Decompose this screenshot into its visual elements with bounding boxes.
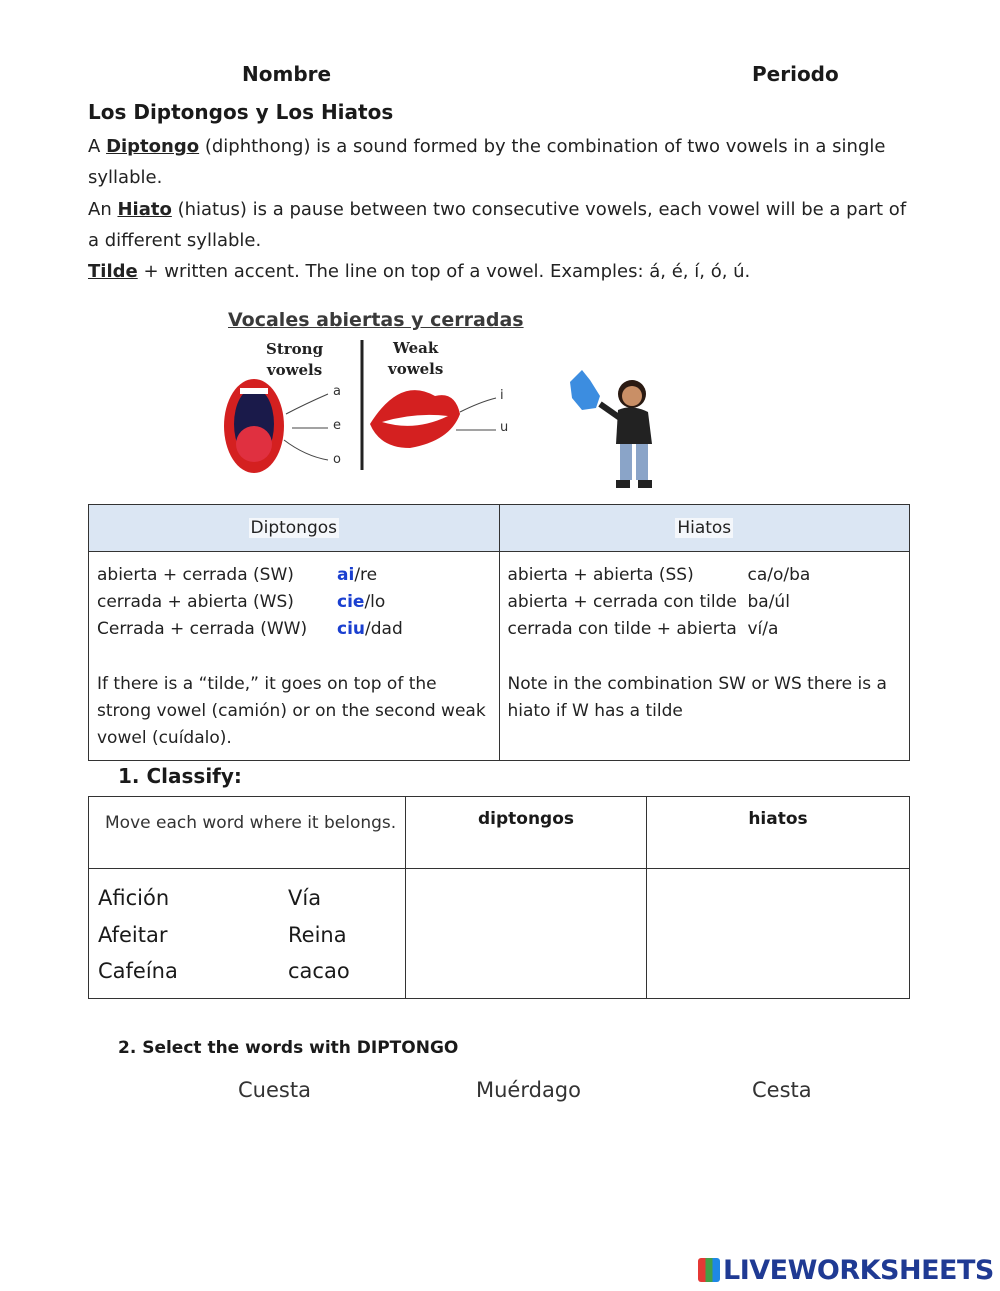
vowel-e: e [333, 418, 341, 433]
hiatos-drop-zone[interactable] [647, 869, 910, 999]
select-heading: 2. Select the words with DIPTONGO [118, 1038, 459, 1058]
hiato-rule: abierta + abierta (SS) ca/o/ba [507, 565, 811, 585]
vowel-u: u [500, 420, 509, 435]
tilde-definition: Tilde + written accent. The line on top of a vowel. Examples: á, é, í, ó, ú. [88, 261, 751, 282]
hiatos-note: Note in the combination SW or WS there is a hiato if W has a tilde [507, 674, 887, 721]
logo-icon [698, 1258, 720, 1282]
rules-table [88, 504, 910, 761]
diptongo-rule: Cerrada + cerrada (WW) ciu/dad [97, 619, 403, 639]
header-hiatos: Hiatos [499, 505, 910, 552]
hiato-definition: An Hiato (hiatus) is a pause between two consecutive vowels, each vowel will be a part of a different syllable. [88, 199, 907, 251]
option-cuesta[interactable]: Cuesta [238, 1078, 311, 1102]
nombre-label: Nombre [242, 62, 332, 86]
diptongo-rule: abierta + cerrada (SW) ai/re [97, 565, 378, 585]
liveworksheets-logo: LIVEWORKSHEETS [698, 1255, 994, 1286]
weak-vowels-label: Weak vowels [388, 339, 444, 378]
periodo-label: Periodo [752, 62, 839, 86]
word-cacao[interactable]: cacao [288, 959, 350, 983]
foam-finger-icon [570, 370, 600, 410]
header-diptongos: Diptongos [89, 505, 500, 552]
diptongos-drop-zone[interactable] [406, 869, 647, 999]
diagram-title: Vocales abiertas y cerradas [228, 309, 524, 331]
vowel-a: a [333, 384, 341, 399]
word-aficion[interactable]: Afición [98, 886, 170, 910]
vowel-i: i [500, 388, 504, 403]
word-bank [89, 869, 406, 999]
diptongo-definition: A Diptongo (diphthong) is a sound formed by the combination of two vowels in a single syllable. [88, 136, 886, 188]
option-cesta[interactable]: Cesta [752, 1078, 812, 1102]
page-title: Los Diptongos y Los Hiatos [88, 100, 394, 124]
classify-heading: 1. Classify: [118, 764, 242, 788]
classify-instruction: Move each word where it belongs. [89, 797, 406, 869]
option-muerdago[interactable]: Muérdago [476, 1078, 581, 1102]
hiato-rule: cerrada con tilde + abierta ví/a [507, 619, 779, 639]
header-diptongos-drop: diptongos [406, 797, 647, 869]
vowel-o: o [333, 452, 341, 467]
word-via[interactable]: Vía [288, 886, 322, 910]
diptongos-note: If there is a “tilde,” it goes on top of the strong vowel (camión) or on the second weak vowel (cuídalo). [97, 674, 486, 748]
strong-vowels-label: Strong vowels [266, 340, 324, 379]
vowel-diagram [210, 336, 530, 476]
word-afeitar[interactable]: Afeitar [98, 922, 168, 947]
hiatos-cell [499, 552, 910, 761]
classify-table [88, 796, 910, 999]
word-reina[interactable]: Reina [288, 922, 347, 947]
avatar [560, 364, 670, 494]
word-cafeina[interactable]: Cafeína [98, 959, 178, 983]
diptongo-rule: cerrada + abierta (WS) cie/lo [97, 592, 386, 612]
header-hiatos-drop: hiatos [647, 797, 910, 869]
diptongos-cell [89, 552, 500, 761]
hiato-rule: abierta + cerrada con tilde ba/úl [507, 592, 790, 612]
